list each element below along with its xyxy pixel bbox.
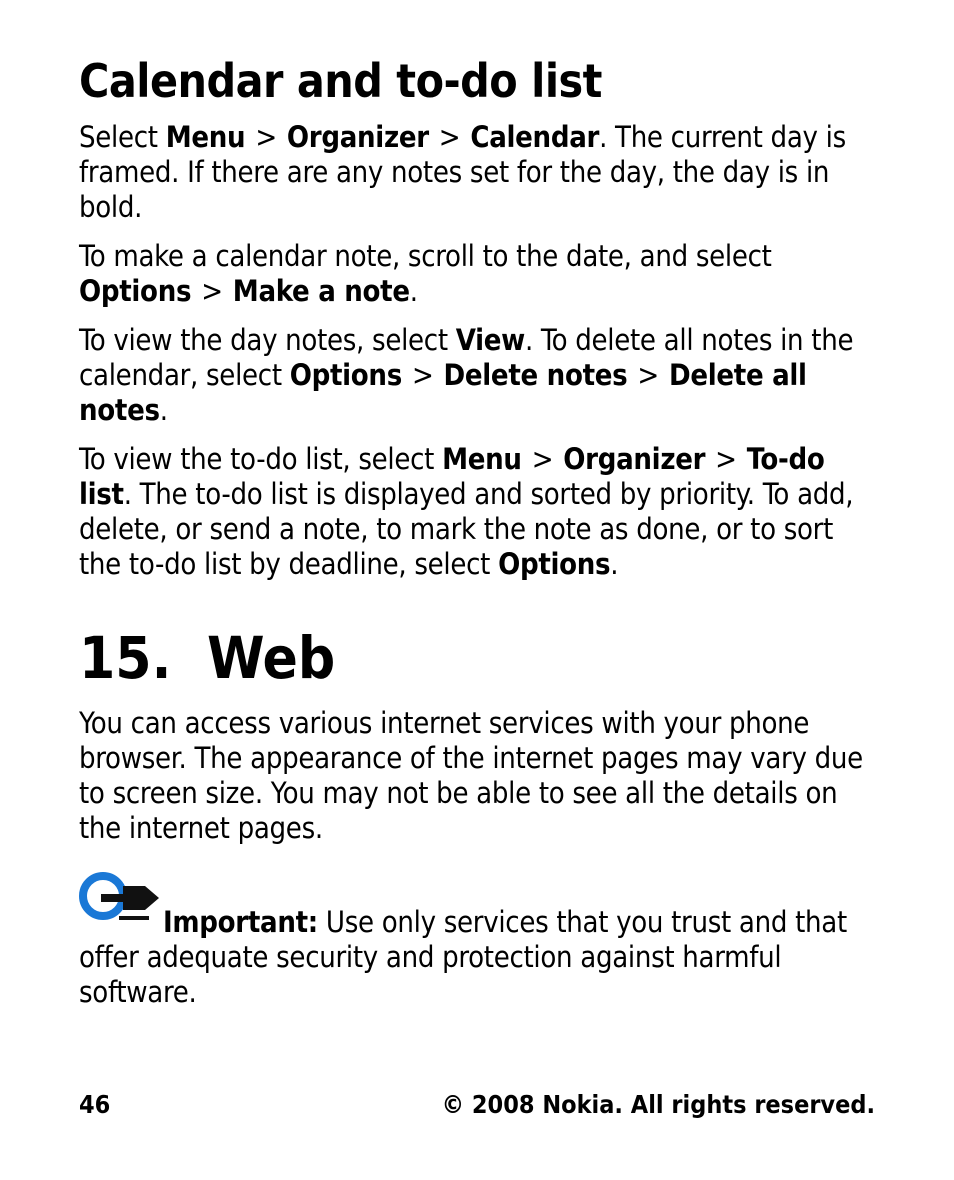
calendar-paragraph: [79, 120, 875, 225]
chapter-heading: [79, 618, 875, 698]
path-separator: >: [637, 358, 659, 392]
path-separator: >: [715, 442, 737, 476]
todo-paragraph: [79, 442, 875, 582]
view-notes-paragraph: [79, 323, 875, 428]
path-separator: >: [201, 274, 223, 308]
path-separator: >: [531, 442, 554, 476]
menu-path-delete-notes: Delete notes: [443, 358, 628, 392]
text: .: [159, 393, 168, 427]
important-note: [79, 866, 875, 1010]
text: To view the day notes, select: [79, 323, 456, 357]
text: .: [409, 274, 418, 308]
page-footer: [79, 1088, 875, 1122]
menu-path-todo-list: To-do list: [79, 442, 825, 511]
path-separator: >: [411, 358, 434, 392]
menu-path-organizer: Organizer: [563, 442, 706, 476]
important-note-icon: [79, 866, 161, 932]
menu-path-delete-all-notes: Delete all notes: [79, 358, 807, 427]
menu-path-options: Options: [498, 547, 611, 581]
copyright: © 2008 Nokia. All rights reserved.: [441, 1090, 875, 1119]
text: .: [610, 547, 619, 581]
web-intro-paragraph: You can access various internet services with your phone browser. The appearance of the internet pages may vary due to screen size. You may not be able to see all the details on the internet pages.: [79, 706, 863, 845]
menu-path-options: Options: [289, 358, 402, 392]
text: . The to-do list is displayed and sorted by priority. To add, delete, or send a note, to mark the note as done, or to sort the to-do list by deadline, select: [79, 477, 854, 581]
menu-path-view: View: [455, 323, 525, 357]
important-label: Important:: [163, 905, 318, 939]
make-note-paragraph: [79, 239, 875, 309]
text: To view the to-do list, select: [79, 442, 443, 476]
text: Select: [79, 120, 166, 154]
section-title: Calendar and to-do list: [79, 54, 602, 108]
chapter-title: Web: [207, 624, 336, 692]
menu-path-make-note: Make a note: [232, 274, 410, 308]
chapter-number: 15.: [79, 624, 172, 692]
important-text: Use only services that you trust and that offer adequate security and protection against harmful software.: [79, 905, 847, 1009]
menu-path-options: Options: [79, 274, 192, 308]
menu-path-calendar: Calendar: [470, 120, 600, 154]
text: . The current day is framed. If there are any notes set for the day, the day is in bold.: [79, 120, 846, 224]
text: To make a calendar note, scroll to the date, and select: [79, 239, 772, 273]
menu-path-menu: Menu: [165, 120, 246, 154]
page-content: [79, 50, 875, 1024]
path-separator: >: [255, 120, 277, 154]
path-separator: >: [438, 120, 461, 154]
menu-path-organizer: Organizer: [286, 120, 429, 154]
menu-path-menu: Menu: [442, 442, 522, 476]
page-number: 46: [79, 1090, 111, 1119]
text: . To delete all notes in the calendar, select: [79, 323, 854, 392]
